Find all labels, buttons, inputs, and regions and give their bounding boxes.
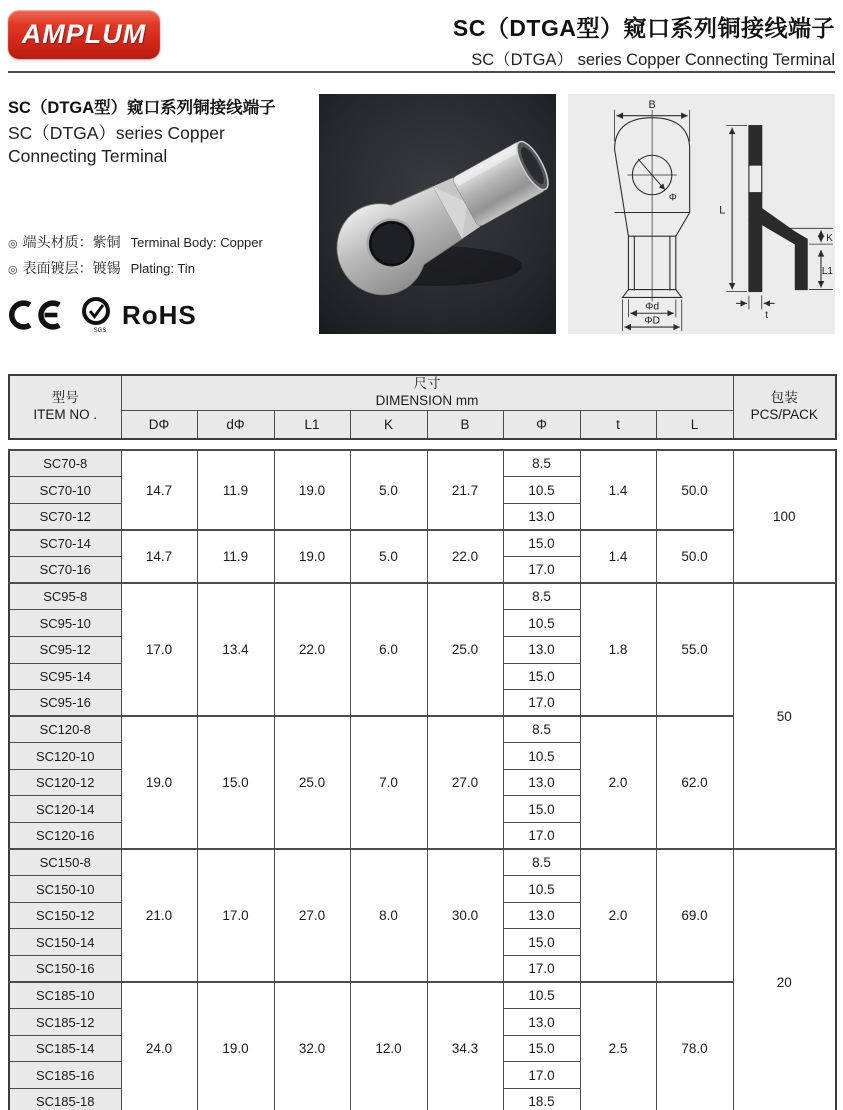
sgs-cert-icon: [78, 296, 114, 334]
intro-title-en-line2: Connecting Terminal: [8, 146, 168, 167]
dim-DPhi-cell: 14.7: [121, 450, 197, 530]
dim-DPhi-cell: 19.0: [121, 716, 197, 849]
content-row: [8, 94, 835, 334]
amplum-logo: [8, 10, 160, 59]
dim-Phi-cell: 17.0: [503, 690, 580, 717]
item-no-cell: SC150-16: [9, 956, 121, 983]
item-no-cell: SC95-12: [9, 636, 121, 663]
item-no-cell: SC150-10: [9, 876, 121, 903]
bullet-terminal-body: [8, 232, 308, 252]
pack-qty-cell: 20: [733, 849, 836, 1110]
dim-B-cell: 22.0: [427, 530, 503, 583]
dim-t-cell: 1.8: [580, 583, 656, 716]
table-row: [9, 450, 836, 477]
dim-Phi-cell: 10.5: [503, 982, 580, 1009]
dim-label-t: t: [765, 310, 769, 322]
dim-dPhi-cell: 19.0: [197, 982, 274, 1110]
col-header-B: B: [427, 410, 503, 439]
dim-Phi-cell: 18.5: [503, 1089, 580, 1110]
intro-block: [8, 94, 308, 334]
dim-L1-cell: 19.0: [274, 450, 350, 530]
dim-Phi-cell: 17.0: [503, 823, 580, 850]
terminal-lug-image: [319, 94, 556, 334]
dim-L-cell: 69.0: [656, 849, 733, 982]
dim-L-cell: 78.0: [656, 982, 733, 1110]
dim-K-cell: 5.0: [350, 530, 427, 583]
item-no-cell: SC95-8: [9, 583, 121, 610]
spec-table-section: [8, 374, 835, 1110]
col-header-pack: [733, 375, 836, 439]
col-header-L1: L1: [274, 410, 350, 439]
dim-B-cell: 30.0: [427, 849, 503, 982]
dim-t-cell: 2.0: [580, 716, 656, 849]
dim-dPhi-cell: 15.0: [197, 716, 274, 849]
dim-L1-cell: 22.0: [274, 583, 350, 716]
item-no-cell: SC70-8: [9, 450, 121, 477]
dim-DPhi-cell: 14.7: [121, 530, 197, 583]
page-header: [8, 8, 835, 69]
certification-marks: [8, 296, 308, 334]
dim-L-cell: 50.0: [656, 530, 733, 583]
dim-DPhi-cell: 24.0: [121, 982, 197, 1110]
pack-qty-cell: 100: [733, 450, 836, 583]
dim-Phi-cell: 13.0: [503, 902, 580, 929]
item-no-cell: SC150-8: [9, 849, 121, 876]
dim-label-L1: L1: [821, 265, 833, 277]
item-no-cell: SC185-10: [9, 982, 121, 1009]
dim-dPhi-cell: 17.0: [197, 849, 274, 982]
dim-DPhi-cell: 17.0: [121, 583, 197, 716]
item-no-cell: SC70-14: [9, 530, 121, 557]
product-photo: [319, 94, 556, 334]
dim-K-cell: 12.0: [350, 982, 427, 1110]
dim-B-cell: 25.0: [427, 583, 503, 716]
dim-dPhi-cell: 11.9: [197, 530, 274, 583]
table-row: [9, 530, 836, 557]
spec-table-body: [9, 450, 836, 1110]
dim-Phi-cell: 15.0: [503, 929, 580, 956]
dim-label-phiD: ΦD: [644, 315, 660, 327]
dim-Phi-cell: 8.5: [503, 716, 580, 743]
item-no-cell: SC95-16: [9, 690, 121, 717]
intro-title-en: [8, 122, 308, 168]
dim-label-L: L: [719, 204, 726, 217]
dim-K-cell: 6.0: [350, 583, 427, 716]
spec-table: [8, 449, 837, 1110]
page-title-en: SC（DTGA） series Copper Connecting Terminal: [471, 51, 835, 69]
dim-Phi-cell: 17.0: [503, 557, 580, 584]
dim-B-cell: 27.0: [427, 716, 503, 849]
col-header-item-zh: 型号: [51, 390, 79, 406]
sgs-cert-label: SGS: [93, 328, 107, 334]
item-no-cell: SC150-12: [9, 902, 121, 929]
dim-t-cell: 2.0: [580, 849, 656, 982]
item-no-cell: SC70-10: [9, 477, 121, 504]
dim-Phi-cell: 13.0: [503, 503, 580, 530]
dim-Phi-cell: 13.0: [503, 1009, 580, 1036]
dim-L-cell: 50.0: [656, 450, 733, 530]
col-header-item: [9, 375, 121, 439]
bullet-icon: ◎: [8, 264, 18, 276]
item-no-cell: SC185-14: [9, 1035, 121, 1062]
dim-B-cell: 34.3: [427, 982, 503, 1110]
dim-L1-cell: 25.0: [274, 716, 350, 849]
dim-Phi-cell: 15.0: [503, 663, 580, 690]
dim-L1-cell: 32.0: [274, 982, 350, 1110]
table-row: [9, 849, 836, 876]
col-header-K: K: [350, 410, 427, 439]
table-row: [9, 716, 836, 743]
rohs-label: RoHS: [122, 299, 197, 330]
dim-t-cell: 1.4: [580, 450, 656, 530]
col-header-dim-en: DIMENSION mm: [375, 392, 479, 408]
dim-L1-cell: 19.0: [274, 530, 350, 583]
dim-dPhi-cell: 11.9: [197, 450, 274, 530]
col-header-dPhi: dΦ: [197, 410, 274, 439]
bullet-en: Plating: Tin: [130, 261, 195, 276]
col-header-pack-zh: 包装: [770, 390, 798, 406]
col-header-t: t: [580, 410, 656, 439]
col-header-Phi: Φ: [503, 410, 580, 439]
dimension-drawing: [568, 94, 835, 334]
ce-mark-icon: [8, 297, 72, 333]
item-no-cell: SC70-16: [9, 557, 121, 584]
intro-title-zh: SC（DTGA型）窥口系列铜接线端子: [8, 99, 276, 117]
item-no-cell: SC95-14: [9, 663, 121, 690]
item-no-cell: SC120-14: [9, 796, 121, 823]
intro-title-en-line1: SC（DTGA）series Copper: [8, 123, 225, 143]
dim-label-B: B: [648, 98, 656, 111]
spec-table-header: [8, 374, 837, 440]
dim-label-phi: Φ: [668, 192, 677, 204]
dim-Phi-cell: 10.5: [503, 743, 580, 770]
col-header-item-en: ITEM NO .: [33, 407, 98, 423]
item-no-cell: SC120-10: [9, 743, 121, 770]
material-bullets: [8, 232, 308, 284]
bullet-plating: [8, 258, 308, 278]
dim-dPhi-cell: 13.4: [197, 583, 274, 716]
dim-t-cell: 1.4: [580, 530, 656, 583]
page-title-zh: SC（DTGA型）窥口系列铜接线端子: [452, 15, 835, 41]
page-titles: [453, 8, 835, 70]
table-row: [9, 583, 836, 610]
bullet-zh: 端头材质：紫铜: [22, 234, 121, 250]
pack-qty-cell: 50: [733, 583, 836, 849]
item-no-cell: SC185-16: [9, 1062, 121, 1089]
amplum-logo-text: AMPLUM: [21, 19, 147, 49]
col-header-L: L: [656, 410, 733, 439]
dim-Phi-cell: 10.5: [503, 477, 580, 504]
dim-Phi-cell: 15.0: [503, 530, 580, 557]
item-no-cell: SC70-12: [9, 503, 121, 530]
dim-L-cell: 62.0: [656, 716, 733, 849]
dim-Phi-cell: 17.0: [503, 956, 580, 983]
item-no-cell: SC120-16: [9, 823, 121, 850]
item-no-cell: SC185-18: [9, 1089, 121, 1110]
item-no-cell: SC95-10: [9, 610, 121, 637]
item-no-cell: SC120-8: [9, 716, 121, 743]
dim-Phi-cell: 10.5: [503, 610, 580, 637]
table-row: [9, 982, 836, 1009]
bullet-en: Terminal Body: Copper: [130, 235, 263, 250]
dim-Phi-cell: 15.0: [503, 1035, 580, 1062]
dim-L-cell: 55.0: [656, 583, 733, 716]
dim-Phi-cell: 8.5: [503, 583, 580, 610]
dim-K-cell: 8.0: [350, 849, 427, 982]
dim-K-cell: 7.0: [350, 716, 427, 849]
dim-label-phid: Φd: [645, 301, 660, 313]
dim-Phi-cell: 13.0: [503, 769, 580, 796]
item-no-cell: SC120-12: [9, 769, 121, 796]
dim-Phi-cell: 8.5: [503, 849, 580, 876]
dim-DPhi-cell: 21.0: [121, 849, 197, 982]
dim-label-K: K: [826, 233, 833, 245]
bullet-icon: ◎: [8, 238, 18, 250]
dimension-diagram: [568, 94, 835, 334]
dim-K-cell: 5.0: [350, 450, 427, 530]
col-header-DPhi: DΦ: [121, 410, 197, 439]
dim-Phi-cell: 8.5: [503, 450, 580, 477]
bullet-zh: 表面镀层：镀锡: [22, 260, 121, 276]
dim-Phi-cell: 17.0: [503, 1062, 580, 1089]
dim-Phi-cell: 13.0: [503, 636, 580, 663]
dim-Phi-cell: 15.0: [503, 796, 580, 823]
item-no-cell: SC185-12: [9, 1009, 121, 1036]
item-no-cell: SC150-14: [9, 929, 121, 956]
col-header-pack-en: PCS/PACK: [750, 407, 818, 423]
header-divider: [8, 71, 835, 73]
col-header-dim-zh: 尺寸: [413, 376, 441, 391]
dim-t-cell: 2.5: [580, 982, 656, 1110]
dim-B-cell: 21.7: [427, 450, 503, 530]
col-header-dimension: [121, 375, 733, 410]
dim-L1-cell: 27.0: [274, 849, 350, 982]
dim-Phi-cell: 10.5: [503, 876, 580, 903]
